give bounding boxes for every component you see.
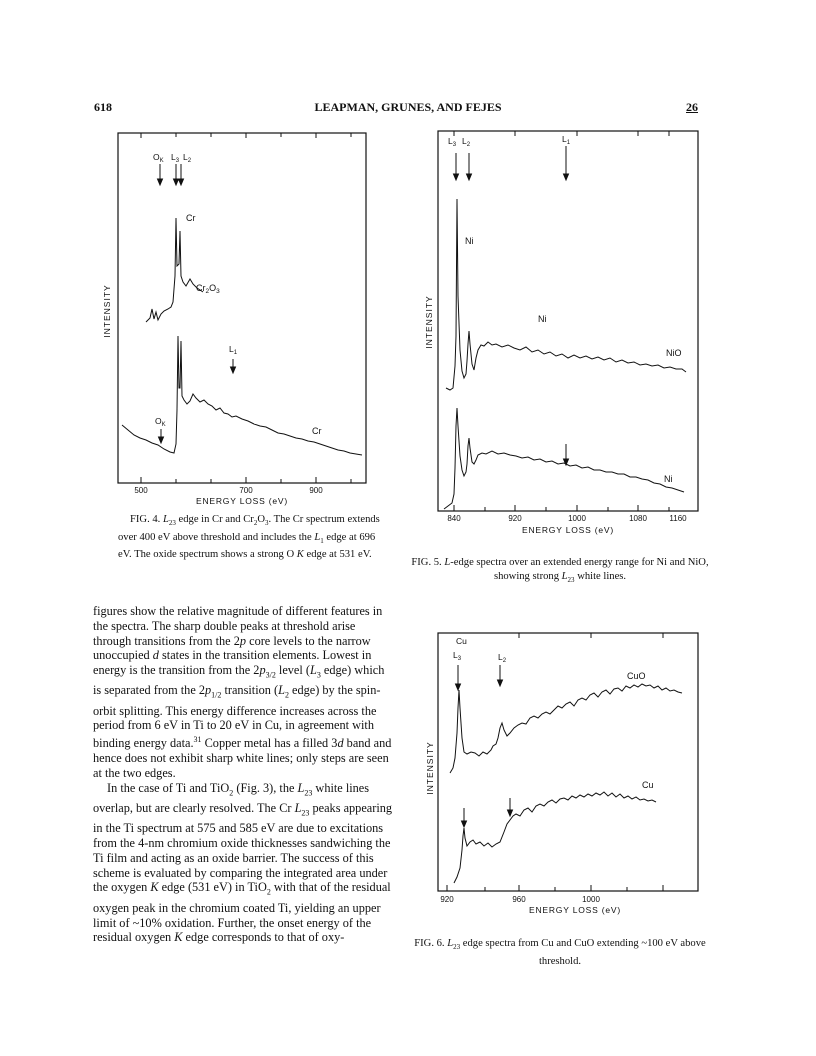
fig4-xlabel: ENERGY LOSS (eV) [195, 496, 289, 506]
fig6-spectrum-label-cuo: CuO [627, 671, 646, 681]
fig4-label-ok-low: $O_K$ [155, 416, 166, 428]
fig4-spectrum-cr [122, 336, 362, 455]
fig5-label-l2: $L_2$ [462, 136, 471, 148]
fig5-spectrum-label-nio: NiO [666, 348, 682, 358]
page-number: 618 [94, 100, 112, 114]
fig5-caption: FIG. 5. L-edge spectra over an extended energy range for Ni and NiO, showing strong $L_{23}$ white lines. [411, 557, 709, 584]
fig5-ylabel: INTENSITY [424, 295, 434, 349]
volume-number: 26 [686, 100, 698, 114]
fig4-edge-markers [158, 164, 236, 443]
fig4-ylabel: INTENSITY [102, 284, 112, 338]
fig5-frame [438, 131, 698, 511]
figure-6 [420, 628, 710, 928]
fig5-xlabel: ENERGY LOSS (eV) [521, 525, 615, 535]
fig6-xtick-960: 960 [512, 895, 526, 904]
fig5-edge-markers [454, 146, 569, 465]
fig4-spectrum-cr2o3 [146, 218, 203, 322]
fig6-spectrum-cu [454, 792, 656, 883]
fig6-edge-markers [456, 665, 513, 827]
fig4-xtick-700: 700 [239, 486, 253, 495]
fig6-xtick-1000: 1000 [582, 895, 600, 904]
fig6-label-l3: $L_3$ [453, 650, 462, 662]
fig4-label-l3: $L_3$ [171, 152, 180, 164]
fig4-xtick-500: 500 [134, 486, 148, 495]
fig4-spectrum-label-cr-low: Cr [312, 426, 322, 436]
fig5-xtick-1080: 1080 [629, 514, 647, 523]
figure-5 [420, 126, 710, 542]
fig6-caption: FIG. 6. $L_{23}$ edge spectra from Cu and CuO extending ~100 eV above threshold. [414, 938, 706, 967]
fig4-spectrum-label-cr2o3: $Cr_2O_3$ [196, 283, 220, 295]
fig5-xtick-1000: 1000 [568, 514, 586, 523]
body-paragraph-2: In the case of Ti and TiO$_2$ (Fig. 3), the $L_{23}$ white lines overlap, but are clearly resolved. The Cr $L_{23}$ peaks appearing in the Ti spectrum at 575 and 585 eV are due to excitations from the 4-nm chromium oxide thicknesses sandwiching the Ti film and acting as an oxide barrier. The success of this scheme is evaluated by comparing the integrated area under the oxygen K edge (531 eV) in TiO$_2$ with that of the residual oxygen peak in the chromium coated Ti, yielding an upper limit of ~10% oxidation. Further, the onset energy of the residual oxygen K edge corresponds to that of oxy- [93, 780, 393, 945]
fig6-spectrum-cuo [450, 684, 682, 773]
fig4-label-ok-top: $O_K$ [153, 152, 164, 164]
fig4-label-l2: $L_2$ [183, 152, 192, 164]
running-title: LEAPMAN, GRUNES, AND FEJES [314, 100, 502, 114]
fig5-spectrum-nio [446, 199, 686, 390]
fig4-xtick-900: 900 [309, 486, 323, 495]
fig6-spectrum-label-cu: Cu [642, 780, 654, 790]
fig4-caption: FIG. 4. $L_{23}$ edge in Cr and $Cr_2O_3$. The Cr spectrum extends over 400 eV above threshold and includes the $L_1$ edge at 696 eV. The oxide spectrum shows a strong O K edge at 531 eV. [118, 514, 380, 561]
fig5-spectrum-label-ni-top: Ni [465, 236, 474, 246]
fig5-spectrum-label-ni-mid: Ni [538, 314, 547, 324]
fig6-label-cu-top: Cu [456, 636, 467, 646]
fig4-frame [118, 133, 366, 483]
fig5-spectrum-label-ni-low: Ni [664, 474, 673, 484]
fig6-frame [438, 633, 698, 891]
body-paragraph-1: figures show the relative magnitude of different features in the spectra. The sharp double peaks at threshold arise through transitions from the 2p core levels to the narrow unoccupied d states in the transition elements. Lowest in energy is the transition from the $2p_{3/2}$ level ($L_3$ edge) which is separated from the $2p_{1/2}$ transition ($L_2$ edge) by the spin-orbit splitting. This energy difference increases across the period from 6 eV in Ti to 20 eV in Cu, in agreement with binding energy data.$^{31}$ Copper metal has a filled 3d band and hence does not exhibit sharp white lines; only steps are seen at the two edges. [93, 604, 392, 780]
body-text [93, 604, 393, 945]
fig6-xtick-920: 920 [440, 895, 454, 904]
fig5-label-l1: $L_1$ [562, 134, 571, 146]
figure-4 [86, 126, 382, 512]
fig6-xlabel: ENERGY LOSS (eV) [528, 905, 622, 915]
fig5-xtick-840: 840 [447, 514, 461, 523]
fig5-label-l3: $L_3$ [448, 136, 457, 148]
fig4-spectrum-label-cr-top: Cr [186, 213, 196, 223]
fig5-xtick-1160: 1160 [669, 514, 687, 523]
fig4-label-l1: $L_1$ [229, 344, 238, 356]
fig6-ylabel: INTENSITY [425, 741, 435, 795]
fig5-xtick-920: 920 [508, 514, 522, 523]
fig6-label-l2: $L_2$ [498, 652, 507, 664]
